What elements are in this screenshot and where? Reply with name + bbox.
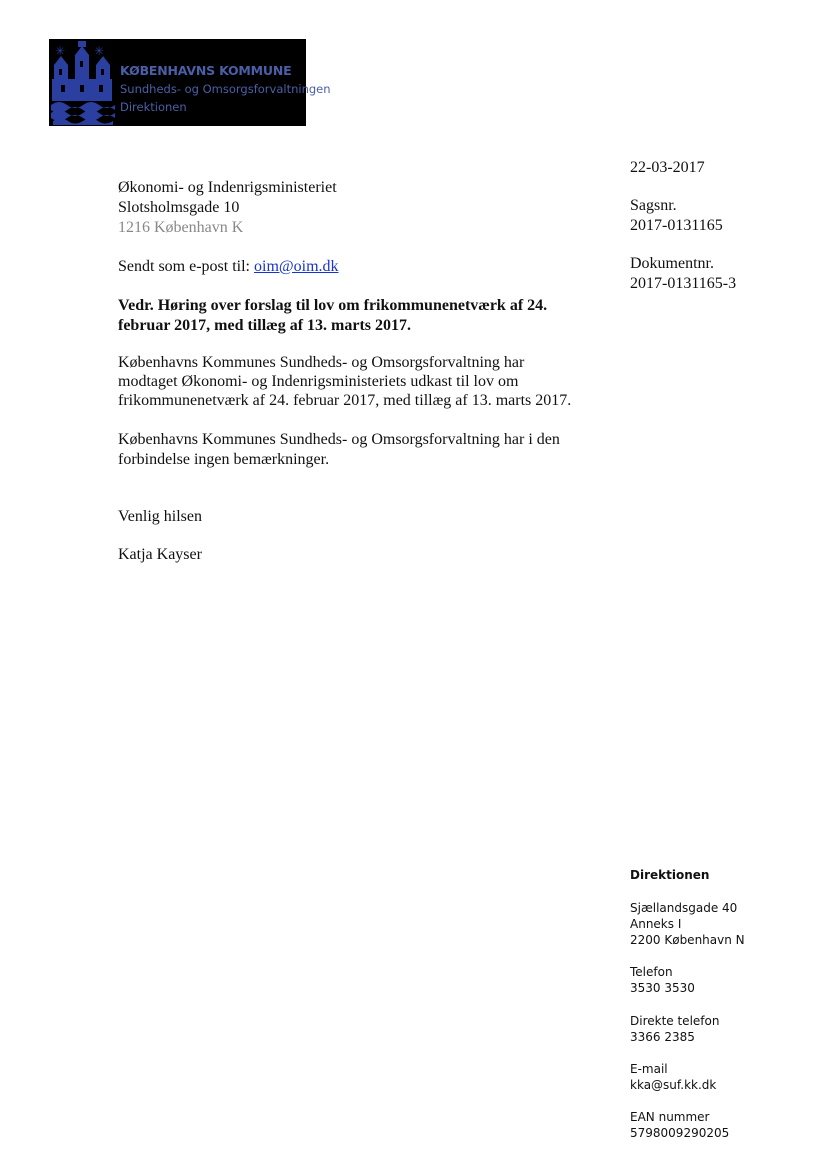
logo-division: Direktionen [120, 100, 187, 114]
logo-org-name: KØBENHAVNS KOMMUNE [120, 63, 292, 78]
sent-via-prefix: Sendt som e-post til: [118, 258, 254, 275]
body-paragraph-1-line-3: frikommunenetværk af 24. februar 2017, med tillæg af 13. marts 2017. [118, 392, 572, 409]
recipient-name: Økonomi- og Indenrigsministeriet [118, 179, 337, 196]
sidebar-heading: Direktionen [630, 868, 710, 882]
case-number: 2017-0131165 [630, 217, 723, 234]
sidebar-phone: 3530 3530 [630, 981, 695, 995]
svg-text:✳: ✳ [94, 44, 105, 58]
sent-via-line [118, 257, 339, 277]
body-paragraph-1-line-2: modtaget Økonomi- og Indenrigsministeriets udkast til lov om [118, 373, 519, 390]
sidebar-ean: 5798009290205 [630, 1126, 730, 1140]
sidebar-email: kka@suf.kk.dk [630, 1078, 717, 1092]
sidebar-direct-phone-label: Direkte telefon [630, 1014, 720, 1028]
sidebar-address-line-2: Anneks I [630, 917, 682, 931]
document-number: 2017-0131165-3 [630, 275, 737, 292]
logo-department: Sundheds- og Omsorgsforvaltningen [120, 82, 331, 96]
sidebar-phone-label: Telefon [630, 965, 673, 979]
coat-of-arms-icon [49, 39, 115, 126]
body-paragraph-2-line-1: Københavns Kommunes Sundheds- og Omsorgsforvaltning har i den [118, 431, 560, 448]
sidebar-direct-phone: 3366 2385 [630, 1030, 695, 1044]
subject-line-1: Vedr. Høring over forslag til lov om frikommunenetværk af 24. [118, 297, 548, 314]
recipient-email-link[interactable]: oim@oim.dk [254, 258, 339, 275]
case-number-label: Sagsnr. [630, 197, 677, 214]
sidebar-address-line-3: 2200 København N [630, 933, 745, 947]
subject-line-2: februar 2017, med tillæg af 13. marts 2017. [118, 317, 411, 334]
letter-date: 22-03-2017 [630, 159, 705, 176]
closing-greeting: Venlig hilsen [118, 508, 202, 525]
svg-text:✳: ✳ [55, 44, 66, 58]
document-number-label: Dokumentnr. [630, 255, 714, 272]
body-paragraph-2-line-2: forbindelse ingen bemærkninger. [118, 451, 330, 468]
signature-name: Katja Kayser [118, 546, 202, 563]
recipient-city: 1216 København K [118, 219, 244, 236]
recipient-street: Slotsholmsgade 10 [118, 199, 240, 216]
municipality-logo [49, 39, 331, 126]
body-paragraph-1-line-1: Københavns Kommunes Sundheds- og Omsorgsforvaltning har [118, 354, 525, 371]
sidebar-ean-label: EAN nummer [630, 1110, 710, 1124]
sidebar-email-label: E-mail [630, 1062, 668, 1076]
sidebar-address-line-1: Sjællandsgade 40 [630, 901, 738, 915]
